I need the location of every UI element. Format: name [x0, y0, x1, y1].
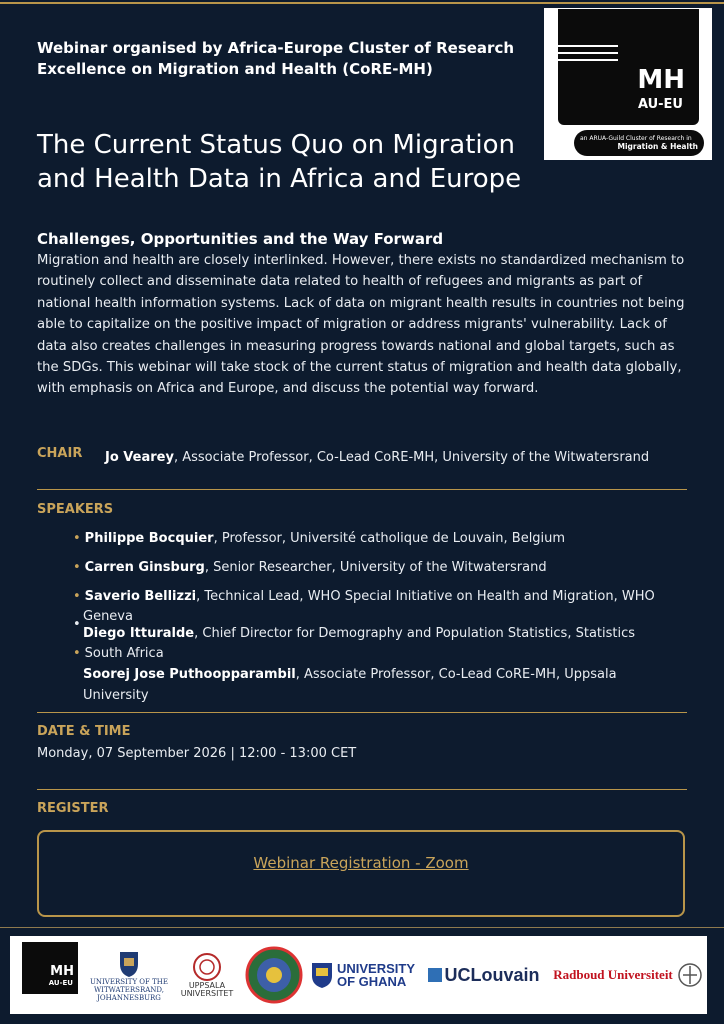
- radboud-seal-icon: [677, 960, 703, 990]
- speaker-item: [73, 589, 655, 604]
- registration-link[interactable]: Webinar Registration - Zoom: [253, 854, 469, 872]
- speaker-details: , Chief Director for Demography and Population Statistics, Statistics: [194, 626, 636, 641]
- divider: [37, 712, 687, 713]
- ghana-crest-icon: [311, 961, 333, 989]
- speaker-name: Diego Itturalde: [83, 626, 195, 641]
- bullet-icon: •: [73, 589, 81, 604]
- radboud-name: Radboud Universiteit: [553, 967, 673, 982]
- core-mh-logo-small: [16, 942, 84, 1008]
- uppsala-name-2: UNIVERSITET: [180, 989, 234, 998]
- bullet-icon: •: [73, 646, 81, 661]
- uclouvain-name: UCLouvain: [444, 965, 540, 985]
- radboud-logo: [550, 936, 676, 1014]
- speaker-details-overflow: Geneva: [83, 609, 133, 624]
- logo-block: [22, 942, 78, 994]
- speaker-details-overflow: University: [83, 688, 149, 703]
- addis-ababa-seal-icon: [245, 946, 303, 1004]
- speaker-item: [73, 646, 164, 661]
- logo-tagline-text: an ARUA-Guild Cluster of Research in: [580, 135, 692, 142]
- addis-ababa-logo: [242, 936, 306, 1014]
- uclouvain-logo: [422, 936, 546, 1014]
- uppsala-name-1: UPPSALA: [188, 981, 226, 990]
- speaker-name: Carren Ginsburg: [84, 560, 205, 575]
- intro-body: Migration and health are closely interlinked. However, there exists no standardized mechanism to routinely collect and disseminate data related to health of refugees and migrants as part of national health information systems. Lack of data on migrant health results in countries not being able to capitalize on the positive impact of migration or address migrants' vulnerability. Lack of data also creates challenges in measuring progress towards national and global targets, such as the SDGs. This webinar will take stock of the current status of migration and health data globally, with emphasis on Africa and Europe, and discuss the potential way forward.: [37, 253, 685, 397]
- wits-name: UNIVERSITY OF THE WITWATERSRAND, JOHANNESBURG: [90, 978, 169, 1002]
- register-box: [37, 830, 685, 917]
- speaker-details: , Professor, Université catholique de Louvain, Belgium: [213, 531, 566, 546]
- ghana-name-1: UNIVERSITY: [336, 961, 415, 976]
- bullet-icon: •: [73, 617, 81, 632]
- uppsala-logo: [170, 936, 244, 1014]
- wits-crest-icon: [118, 948, 140, 978]
- speaker-details-overflow: South Africa: [84, 646, 164, 661]
- logo-tagline-bold: Migration & Health: [617, 142, 698, 151]
- divider: [37, 789, 687, 790]
- bullet-icon: •: [73, 531, 81, 546]
- uppsala-seal-icon: [192, 952, 222, 982]
- logo-tagline: [574, 130, 704, 156]
- uclouvain-square-icon: [428, 968, 442, 982]
- speaker-item: [83, 626, 635, 641]
- footer-rule: [0, 927, 724, 928]
- logo-mh-text: MH: [637, 65, 685, 95]
- ghana-name-2: OF GHANA: [336, 974, 407, 989]
- logo-mh-text: MH: [50, 964, 74, 979]
- speaker-name: Philippe Bocquier: [84, 531, 214, 546]
- speaker-name: Soorej Jose Puthoopparambil: [83, 667, 296, 682]
- intro-subtitle: Challenges, Opportunities and the Way Forward: [37, 230, 444, 248]
- datetime-label: DATE & TIME: [37, 724, 131, 739]
- speaker-item: [83, 667, 617, 682]
- speaker-details: , Technical Lead, WHO Special Initiative on Health and Migration, WHO: [196, 589, 655, 604]
- bullet-icon: •: [73, 560, 81, 575]
- register-label: REGISTER: [37, 801, 109, 816]
- wits-logo: [90, 936, 168, 1014]
- partner-logos-strip: [10, 936, 707, 1014]
- page-title: The Current Status Quo on Migration and Health Data in Africa and Europe: [37, 130, 522, 194]
- logo-lines-icon: [556, 45, 618, 66]
- speaker-name: Saverio Bellizzi: [84, 589, 197, 604]
- ghana-logo: [308, 936, 418, 1014]
- chair-name: Jo Vearey: [105, 450, 174, 465]
- logo-block: [558, 9, 699, 125]
- chair-details: , Associate Professor, Co-Lead CoRE-MH, University of the Witwatersrand: [173, 450, 650, 465]
- core-mh-logo: [544, 8, 712, 160]
- top-rule: [0, 2, 724, 4]
- speakers-label: SPEAKERS: [37, 502, 114, 517]
- radboud-seal: [674, 936, 706, 1014]
- speaker-item: [73, 560, 547, 575]
- chair-entry: [105, 450, 649, 465]
- datetime-value: Monday, 07 September 2026 | 12:00 - 13:00 CET: [37, 746, 357, 761]
- logo-aueu-text: AU-EU: [637, 97, 683, 112]
- logo-aueu-text: AU-EU: [48, 979, 73, 987]
- divider: [37, 489, 687, 490]
- speaker-item: [73, 531, 565, 546]
- chair-label: CHAIR: [37, 446, 83, 461]
- speaker-details: , Senior Researcher, University of the Witwatersrand: [204, 560, 547, 575]
- speaker-details: , Associate Professor, Co-Lead CoRE-MH, Uppsala: [295, 667, 617, 682]
- organiser-text: Webinar organised by Africa-Europe Cluster of Research Excellence on Migration and Health (CoRE-MH): [37, 39, 515, 78]
